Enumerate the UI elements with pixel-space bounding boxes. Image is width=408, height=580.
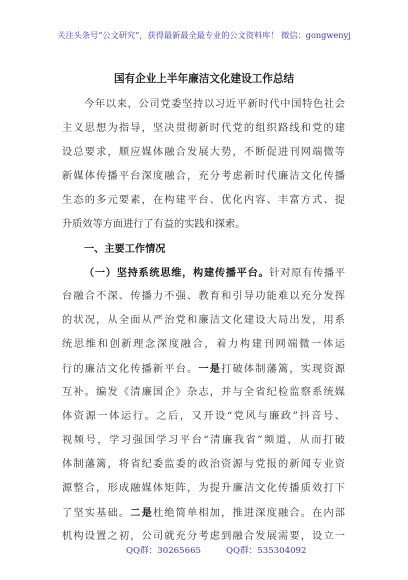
paragraph-line: 机构设置之初，公司就充分考虑到融合发展需要，设立一: [62, 531, 345, 542]
paragraph-line: 设总要求，顺应媒体融合发展大势，不断促进刊网端微等: [62, 147, 345, 158]
paragraph-line: 的状况，从全面从严治党和廉洁文化建设大局出发，用系: [62, 315, 345, 326]
paragraph-line: [62, 501, 345, 525]
paragraph-line: 今年以来，公司党委坚持以习近平新时代中国特色社会: [84, 99, 345, 110]
paragraph-line: [62, 357, 345, 381]
footer-qq-group-1: QQ群：30265665: [126, 546, 202, 556]
paragraph-line: 视频号，学习强国学习平台“清廉我省”频道，从而打破: [62, 435, 345, 446]
paragraph-line: 互补。编发《清廉国企》杂志，并与全省纪检监察系统媒: [62, 387, 345, 398]
paragraph-line: 体资源一体运行。之后，又开设“党风与廉政”抖音号、: [62, 411, 345, 422]
paragraph-line: 生态的多元要素，在构建平台、优化内容、丰富方式、提: [62, 195, 345, 206]
paragraph-line: 主义思想为指导，坚决贯彻新时代党的组织路线和党的建: [62, 123, 345, 134]
line-text: 打破体制藩篱，实现资源: [221, 364, 345, 375]
paragraph-line: 新媒体传播平台深度融合，充分考虑新时代廉洁文化传播: [62, 171, 345, 182]
line-text: 杜绝简单相加，推进深度融合。在内部: [152, 508, 345, 519]
footer-qq-group-2: QQ群：535304092: [226, 546, 307, 556]
header-note: 关注头条号“公文研究”，获得最新最全最专业的公文资料库！ 微信：gongwenyj: [57, 30, 351, 40]
section-heading: 一、主要工作情况: [84, 243, 166, 255]
paragraph-line: 源整合，形成融媒体矩阵，为提升廉洁文化传播质效打下: [62, 483, 345, 494]
paragraph-line: [84, 261, 345, 285]
document-title: 国有企业上半年廉洁文化建设工作总结: [113, 73, 295, 85]
paragraph-line: 统思维和创新理念深度融合，着力构建刊网端微一体运: [62, 339, 345, 350]
subsection-heading: （一）坚持系统思维，构建传播平台。: [84, 267, 270, 279]
line-text: 针对原有传播平: [269, 268, 345, 279]
paragraph-line: 台融合不深、传播力不强、教育和引导功能难以充分发挥: [62, 291, 345, 302]
paragraph-line: 体制藩篱，将省纪委监委的政治资源与党报的新闻专业资: [62, 459, 345, 470]
paragraph-line: 升质效等方面进行了有益的实践和探索。: [62, 219, 246, 230]
line-text: 了坚实基础。: [62, 508, 131, 519]
line-text: 行的廉洁文化传播新平台。: [62, 364, 199, 375]
emphasis-text: 二是: [130, 507, 153, 519]
emphasis-text: 一是: [198, 363, 222, 375]
